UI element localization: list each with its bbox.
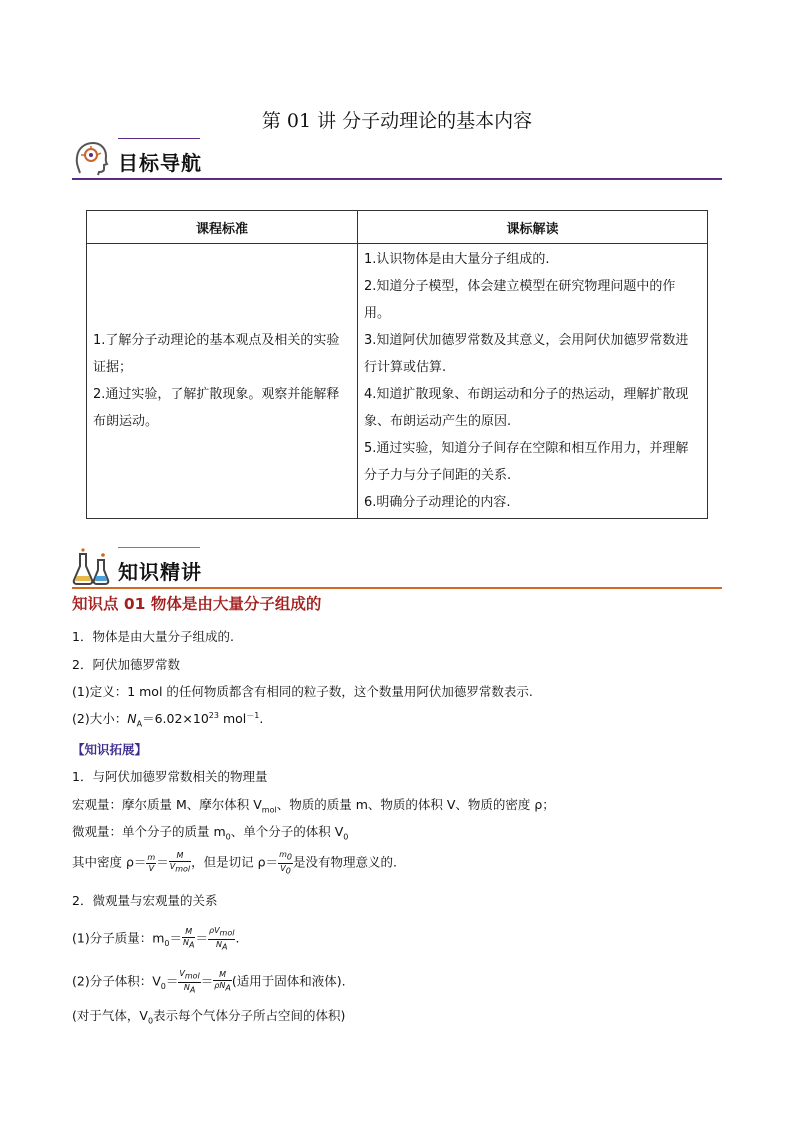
section-label: 知识精讲: [118, 560, 202, 584]
fraction-rho-Vmol-over-NA: $\frac{\rho V_{mol}}{N_A}$: [208, 926, 235, 952]
molecular-volume-line: (2)分子体积：$V_0=$ $\frac{V_{mol}}{N_A}$ ＝ $\frac{M}{\rho N_A}$ (适用于固体和液体).: [72, 969, 346, 995]
header-bar: [72, 587, 722, 589]
interpretation-item: 2.知道分子模型，体会建立模型在研究物理问题中的作用。: [364, 279, 676, 321]
section-label: 目标导航: [118, 151, 202, 175]
interpretation-item: 5.通过实验，知道分子间存在空隙和相互作用力，并理解分子力与分子间距的关系.: [364, 441, 689, 483]
density-formula-line: 其中密度 ρ＝ $\frac{m}{V}$ ＝ $\frac{M}{V_{mol}}$ ，但是切记 ρ＝ $\frac{m_0}{V_0}$ 是没有物理意义的.: [72, 850, 397, 876]
text-line: 2．阿伏加德罗常数: [72, 657, 180, 672]
interpretation-item: 6.明确分子动理论的内容.: [364, 495, 511, 510]
standard-item: 1.了解分子动理论的基本观点及相关的实验证据；: [93, 333, 340, 375]
fraction-Vmol-over-NA: $\frac{V_{mol}}{N_A}$: [179, 969, 200, 995]
interpretation-item: 1.认识物体是由大量分子组成的.: [364, 252, 550, 267]
interpretation-item: 4.知道扩散现象、布朗运动和分子的热运动，理解扩散现象、布朗运动产生的原因.: [364, 387, 689, 429]
brain-head-icon: [72, 139, 112, 177]
header-top-line: [118, 547, 200, 548]
avogadro-value-line: (2)大小：$N_A=6.02\times 10^{23}$ mol$^{-1}$.: [72, 710, 264, 729]
header-bar: [72, 178, 722, 180]
table-header: 课程标准: [87, 211, 358, 244]
fraction-M-over-Vmol: $\frac{M}{V_{mol}}$: [169, 851, 191, 874]
gas-note-line: (对于气体，$V_0$表示每个气体分子所占空间的体积): [72, 1008, 346, 1026]
standard-item: 2.通过实验，了解扩散现象。观察并能解释布朗运动。: [93, 387, 340, 429]
fraction-m-over-V: $\frac{m}{V}$: [147, 852, 156, 873]
standards-table: [86, 210, 708, 519]
section-header-goals: [72, 138, 722, 180]
text-line: 1．物体是由大量分子组成的.: [72, 629, 234, 644]
header-top-line: [118, 138, 200, 139]
knowledge-point-title: 知识点 01 物体是由大量分子组成的: [72, 595, 322, 613]
text-line: (1)定义：1 mol 的任何物质都含有相同的粒子数，这个数量用阿伏加德罗常数表示.: [72, 684, 533, 699]
interpretation-item: 3.知道阿伏加德罗常数及其意义，会用阿伏加德罗常数进行计算或估算.: [364, 333, 689, 375]
page-title: 第 01 讲 分子动理论的基本内容: [261, 110, 533, 132]
interpretation-cell: [358, 244, 708, 519]
fraction-m0-over-V0: $\frac{m_0}{V_0}$: [279, 850, 292, 876]
macro-quantities-line: 宏观量：摩尔质量 M、摩尔体积 $V_{mol}$、物质的质量 m、物质的体积 V、物质的密度 ρ；: [72, 797, 555, 815]
fraction-M-over-NA: $\frac{M}{N_A}$: [183, 927, 195, 950]
text-line: 2．微观量与宏观量的关系: [72, 893, 218, 908]
knowledge-expansion-label: 【知识拓展】: [72, 742, 148, 757]
micro-quantities-line: 微观量：单个分子的质量 $m_0$、单个分子的体积 $V_0$: [72, 824, 349, 842]
molecular-mass-line: (1)分子质量：$m_0=$ $\frac{M}{N_A}$ ＝ $\frac{\rho V_{mol}}{N_A}$ .: [72, 926, 240, 952]
fraction-M-over-rhoNA: $\frac{M}{\rho N_A}$: [214, 970, 231, 993]
text-line: 1．与阿伏加德罗常数相关的物理量: [72, 769, 268, 784]
lab-flasks-icon: [72, 548, 112, 586]
standards-cell: [87, 244, 358, 519]
section-header-knowledge: [72, 547, 722, 589]
table-header: 课标解读: [358, 211, 708, 244]
